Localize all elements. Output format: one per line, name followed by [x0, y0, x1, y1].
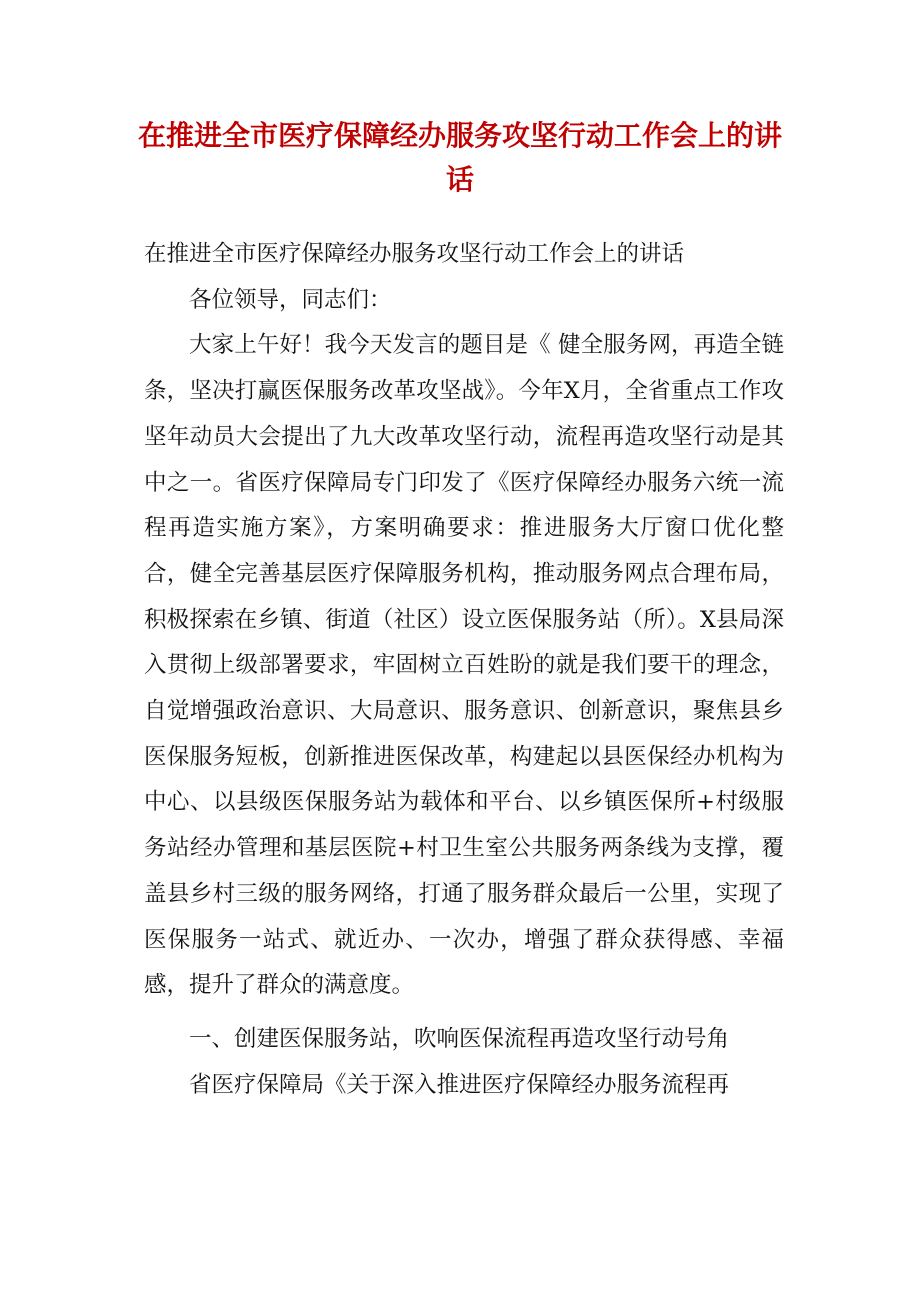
paragraph-1: 大家上午好！我今天发言的题目是《 健全服务网，再造全链条，坚决打赢医保服务改革攻坚战》。今年X月，全省重点工作攻坚年动员大会提出了九大改革攻坚行动，流程再造攻坚行动是其中之一。省医疗保障局专门印发了《医疗保障经办服务六统一流程再造实施方案》，方案明确要求：推进服务大厅窗口优化整合，健全完善基层医疗保障服务机构，推动服务网点合理布局，积极探索在乡镇、街道（社区）设立医保服务站（所）。X县局深入贯彻上级部署要求，牢固树立百姓盼的就是我们要干的理念，自觉增强政治意识、大局意识、服务意识、创新意识，聚焦县乡医保服务短板，创新推进医保改革，构建起以县医保经办机构为中心、以县级医保服务站为载体和平台、以乡镇医保所+村级服务站经办管理和基层医院+村卫生室公共服务两条线为支撑，覆盖县乡村三级的服务网络，打通了服务群众最后一公里，实现了医保服务一站式、就近办、一次办，增强了群众获得感、幸福感，提升了群众的满意度。 [144, 332, 784, 999]
document-title: 在推进全市医疗保障经办服务攻坚行动工作会上的讲话 [137, 119, 782, 196]
section-heading-1: 一、创建医保服务站，吹响医保流程再造攻坚行动号角 [189, 1025, 730, 1052]
subtitle-line: 在推进全市医疗保障经办服务攻坚行动工作会上的讲话 [144, 241, 685, 267]
paragraph-2: 省医疗保障局《关于深入推进医疗保障经办服务流程再 [189, 1071, 730, 1098]
document-body [144, 232, 784, 1108]
salutation: 各位领导，同志们： [189, 286, 392, 313]
